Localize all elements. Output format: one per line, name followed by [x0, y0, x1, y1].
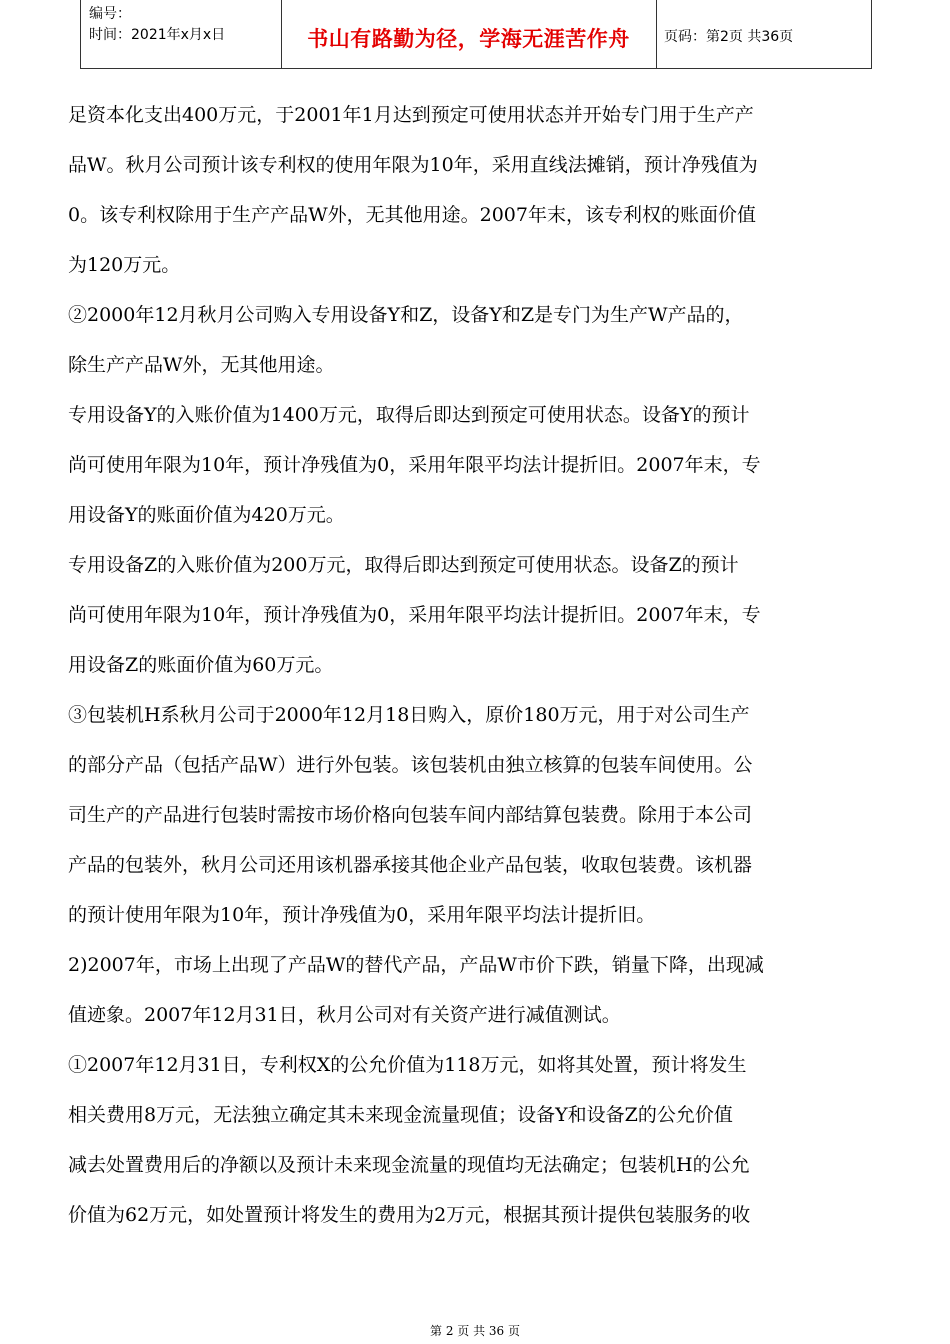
text-line: 0。该专利权除用于生产产品W外，无其他用途。2007年末，该专利权的账面价值 — [68, 204, 756, 226]
text-line: ②2000年12月秋月公司购入专用设备Y和Z，设备Y和Z是专门为生产W产品的， — [68, 304, 744, 326]
text-line: 专用设备Y的入账价值为1400万元，取得后即达到预定可使用状态。设备Y的预计 — [68, 404, 750, 426]
header-number-label: 编号： — [89, 6, 131, 22]
text-line: 专用设备Z的入账价值为200万元，取得后即达到预定可使用状态。设备Z的预计 — [68, 554, 739, 576]
text-line: 司生产的产品进行包装时需按市场价格向包装车间内部结算包装费。除用于本公司 — [68, 804, 753, 826]
text-line: 除生产产品W外，无其他用途。 — [68, 354, 335, 376]
header-motto-cell — [281, 0, 657, 68]
text-line: 的预计使用年限为10年，预计净残值为0，采用年限平均法计提折旧。 — [68, 904, 656, 926]
text-line: 足资本化支出400万元，于2001年1月达到预定可使用状态并开始专门用于生产产 — [68, 104, 754, 126]
text-line: 尚可使用年限为10年，预计净残值为0，采用年限平均法计提折旧。2007年末，专 — [68, 604, 761, 626]
header-page-info: 页码：第2页 共36页 — [664, 29, 794, 45]
text-line: 的部分产品（包括产品W）进行外包装。该包装机由独立核算的包装车间使用。公 — [68, 754, 753, 776]
header-page-cell — [656, 0, 871, 68]
header-time-label: 时间：2021年x月x日 — [89, 27, 226, 43]
text-line: 品W。秋月公司预计该专利权的使用年限为10年，采用直线法摊销，预计净残值为 — [68, 154, 758, 176]
text-line: 产品的包装外，秋月公司还用该机器承接其他企业产品包装，收取包装费。该机器 — [68, 854, 753, 876]
page-header — [80, 0, 872, 69]
page-footer: 第 2 页 共 36 页 — [430, 1324, 520, 1338]
header-motto: 书山有路勤为径，学海无涯苦作舟 — [307, 27, 630, 51]
text-line: 值迹象。2007年12月31日，秋月公司对有关资产进行减值测试。 — [68, 1004, 621, 1026]
text-line: 尚可使用年限为10年，预计净残值为0，采用年限平均法计提折旧。2007年末，专 — [68, 454, 761, 476]
text-line: 为120万元。 — [68, 254, 181, 276]
text-line: 用设备Y的账面价值为420万元。 — [68, 504, 345, 526]
text-line: 用设备Z的账面价值为60万元。 — [68, 654, 334, 676]
header-meta-cell — [81, 0, 282, 68]
text-line: 价值为62万元，如处置预计将发生的费用为2万元，根据其预计提供包装服务的收 — [68, 1204, 751, 1226]
text-line: 减去处置费用后的净额以及预计未来现金流量的现值均无法确定；包装机H的公允 — [68, 1154, 750, 1176]
text-line: 2)2007年，市场上出现了产品W的替代产品，产品W市价下跌，销量下降，出现减 — [68, 954, 764, 976]
text-line: 相关费用8万元，无法独立确定其未来现金流量现值；设备Y和设备Z的公允价值 — [68, 1104, 733, 1126]
text-line: ③包装机H系秋月公司于2000年12月18日购入，原价180万元，用于对公司生产 — [68, 704, 750, 726]
text-line: ①2007年12月31日，专利权X的公允价值为118万元，如将其处置，预计将发生 — [68, 1054, 747, 1076]
